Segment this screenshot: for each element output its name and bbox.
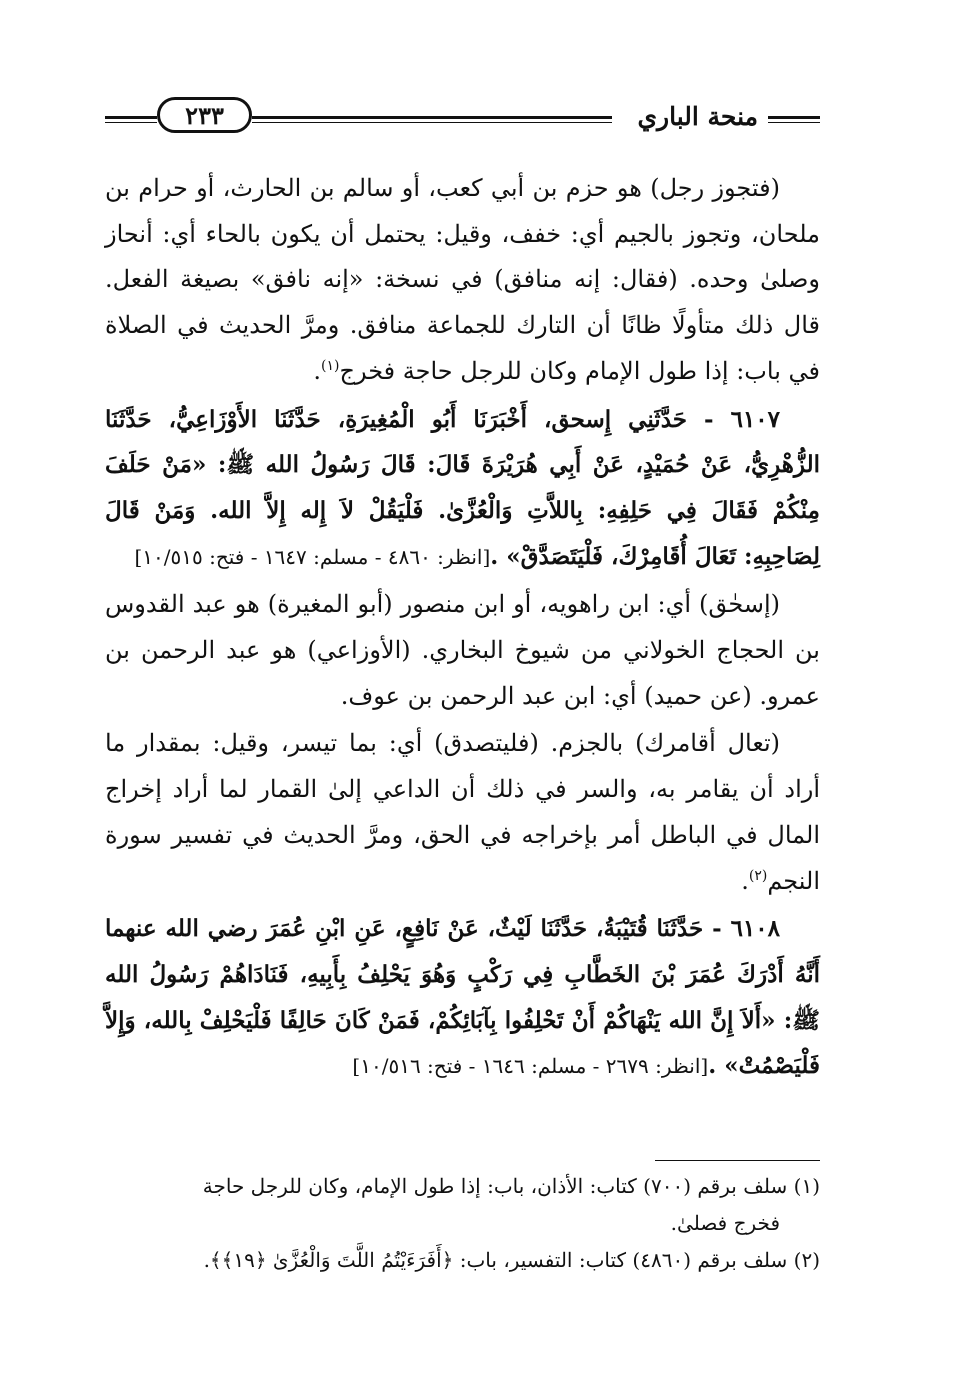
header-rule-right-thin (768, 122, 820, 123)
paragraph-text: (فتجوز رجل) هو حزم بن أبي كعب، أو سالم بن الحارث، أو حرام بن ملحان، وتجوز بالجيم أي: خفف، وقيل: يحتمل أن يكون بالحاء أي: أنحاز وصلىٰ وحده. (فقال: إنه منافق) في نسخة: «إنه نافق» بصيغة الفعل. قال ذلك متأولًا ظانًا أن التارك للجماعة منافق. ومرَّ الحديث في الصلاة في باب: إذا طول الإمام وكان للرجل حاجة فخرج (105, 174, 821, 385)
sentence-end: . (313, 356, 321, 385)
header-rule-right (768, 116, 820, 119)
footnote-mark: (١) (320, 357, 340, 374)
paragraph-text: (تعال أقامرك) بالجزم. (فليتصدق) أي: بما تيسر، وقيل: بمقدار ما أراد أن يقامر به، والسر في ذلك أن الداعي إلىٰ القمار لما أراد إخراج المال في الباطل أمر بإخراجه في الحق، ومرَّ الحديث في تفسير سورة النجم (105, 729, 820, 895)
header-rule-left (105, 116, 157, 119)
commentary-paragraph (105, 721, 820, 904)
main-text (105, 166, 820, 1092)
sentence-end: . (741, 866, 749, 895)
hadith-6108 (105, 906, 820, 1090)
footnote-1: (١) سلف برقم (٧٠٠) كتاب: الأذان، باب: إذا طول الإمام، وكان للرجل حاجة (202, 1174, 820, 1198)
header-rule-left-thin (105, 122, 157, 123)
commentary-paragraph (105, 166, 820, 395)
hadith-6107 (105, 397, 820, 581)
hadith-text: ٦١٠٧ - حَدَّثَنِي إِسحق، أَخْبَرَنَا أَبُو الْمُغِيرَةِ، حَدَّثَنَا الأَوْزَاعِيُّ، حَدَّثَنَا الزُّهْرِيُّ، عَنْ حُمَيْدٍ، عَنْ أَبِي هُرَيْرَةَ قَالَ: قَالَ رَسُولُ الله ﷺ: «مَنْ حَلَفَ مِنْكُمْ فَقَالَ فِي حَلِفِهِ: بِاللاَّتِ وَالْعُزَّىٰ. فَلْيَقُلْ لاَ إِله إِلاَّ الله. وَمَنْ قَالَ لِصَاحِبِهِ: تَعَالَ أُقَامِرْكَ، فَلْيَتَصَدَّقْ» . (105, 405, 820, 570)
hadith-text: ٦١٠٨ - حَدَّثَنَا قُتَيْبَةُ، حَدَّثَنَا لَيْثٌ، عَنْ نَافِعٍ، عَنِ ابْنِ عُمَرَ رضي الله عنهما أَنَّهُ أَدْرَكَ عُمَرَ بْنَ الخَطَّابِ فِي رَكْبٍ وَهُوَ يَحْلِفُ بِأَبِيهِ، فَنَادَاهُمْ رَسُولُ الله ﷺ: «أَلاَ إِنَّ الله يَنْهَاكُمْ أَنْ تَحْلِفُوا بِآبَائِكُمْ، فَمَنْ كَانَ حَالِفًا فَلْيَحْلِفْ بِالله، وَإِلاَّ فَلْيَصْمُتْ» . (105, 915, 820, 1080)
page-header (105, 92, 820, 154)
footnote-divider (655, 1160, 820, 1161)
footnotes (105, 1168, 820, 1279)
page-number: ٢٣٣ (157, 97, 252, 133)
header-rule-middle-thin (252, 122, 612, 123)
footnote-mark: (٢) (748, 867, 768, 884)
footnote-1-continuation: فخرج فصلىٰ. (670, 1211, 780, 1235)
commentary-paragraph (105, 582, 820, 719)
paragraph-text: (إسحٰق) أي: ابن راهويه، أو ابن منصور (أبو المغيرة) هو عبد القدوس بن الحجاج الخولاني من شيوخ البخاري. (الأوزاعي) هو عبد الرحمن بن عمرو. (عن حميد) أي: ابن عبد الرحمن بن عوف. (105, 590, 820, 710)
footnote-2: (٢) سلف برقم (٤٨٦٠) كتاب: التفسير، باب: ﴿أَفَرَءَيْتُمُ اللَّتَ وَالْعُزَّىٰ ﴿١٩﴾﴾. (203, 1248, 820, 1272)
book-title: منحة الباري (637, 102, 758, 131)
hadith-reference: [انظر: ٢٦٧٩ - مسلم: ١٦٤٦ - فتح: ١٠/٥١٦] (352, 1054, 709, 1079)
hadith-reference: [انظر: ٤٨٦٠ - مسلم: ١٦٤٧ - فتح: ١٠/٥١٥] (134, 544, 491, 569)
header-rule-middle (252, 116, 612, 119)
